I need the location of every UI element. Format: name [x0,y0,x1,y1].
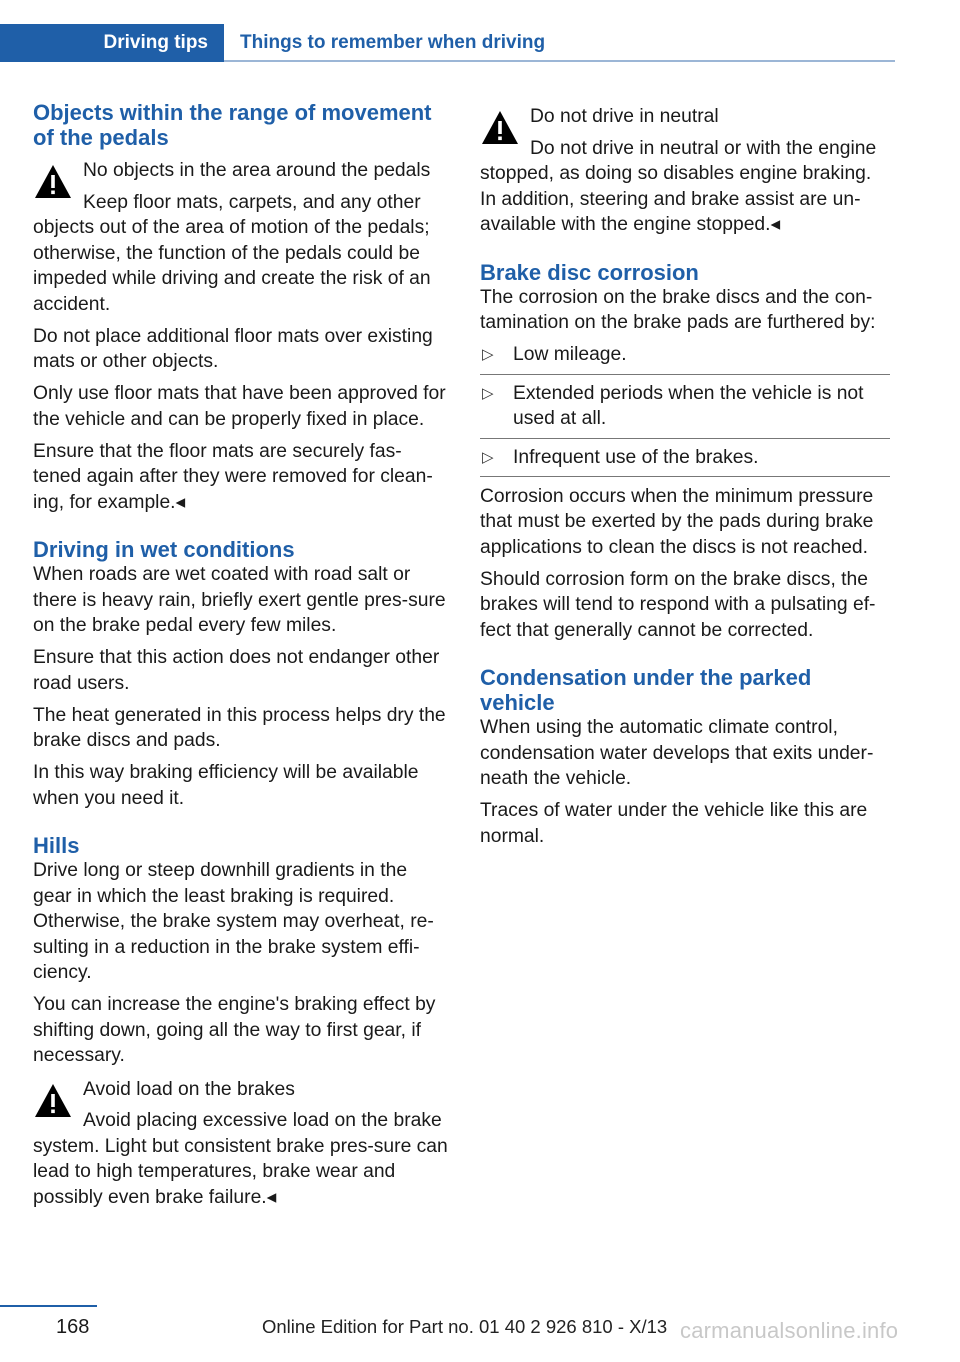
paragraph: Drive long or steep downhill gradients in the gear in which the least braking is required. Otherwise, the brake system may overheat, re-sulting in a reduction in the brake system effi-ciency. [33,860,434,983]
warning-icon [33,162,73,202]
paragraph: When using the automatic climate control, condensation water develops that exits under-neath the vehicle. [480,717,874,789]
paragraph: In this way braking efficiency will be available when you need it. [33,762,419,809]
warning-body: Do not drive in neutral or with the engine stopped, as doing so disables engine braking. In addition, steering and brake assist are un-available with the engine stopped.◂ [480,137,877,235]
page-number: 168 [56,1316,90,1338]
triangle-bullet-icon: ▷ [482,384,494,402]
edition-note: Online Edition for Part no. 01 40 2 926 810 - X/13 [262,1316,668,1337]
paragraph: Only use floor mats that have been approved for the vehicle and can be properly fixed in place. [33,383,446,430]
paragraph: Ensure that this action does not endanger other road users. [33,647,440,694]
watermark: carmanualsonline.info [680,1318,899,1343]
warning-title: No objects in the area around the pedals [83,160,431,181]
right-column [480,100,890,856]
warning-icon [480,108,520,148]
left-column [33,100,449,1217]
pedals-warning [33,158,449,317]
triangle-bullet-icon: ▷ [482,448,494,466]
warning-icon [33,1081,73,1121]
topic-tab[interactable]: Things to remember when driving [240,32,546,53]
header-divider [224,60,895,62]
condensation-heading: Condensation under the parked vehicle [480,665,812,715]
footer-divider [0,1305,97,1307]
list-item: ▷ Infrequent use of the brakes. [480,438,890,478]
corrosion-heading: Brake disc corrosion [480,259,699,285]
paragraph: Do not place additional floor mats over existing mats or other objects. [33,325,433,372]
brakes-warning [33,1077,449,1211]
paragraph: Traces of water under the vehicle like this are normal. [480,800,868,847]
warning-title: Avoid load on the brakes [83,1078,295,1100]
list-item: ▷ Low mileage. [480,342,890,374]
page-header [0,24,895,62]
paragraph: Corrosion occurs when the minimum pressure that must be exerted by the pads during brake applications to clean the discs is not reached. [480,485,874,558]
corrosion-list [480,342,890,477]
paragraph: Ensure that the floor mats are securely fas-tened again after they were removed for clean-ing, for example.◂ [33,440,433,513]
list-item: ▷ Extended periods when the vehicle is not used at all. [480,374,890,438]
paragraph: The heat generated in this process helps dry the brake discs and pads. [33,704,446,751]
warning-body: Keep floor mats, carpets, and any other objects out of the area of motion of the pedals; otherwise, the function of the pedals could be impeded while driving and create the risk of an accident. [33,191,431,315]
neutral-warning [480,104,890,238]
wet-heading: Driving in wet conditions [33,537,295,562]
warning-body: Avoid placing excessive load on the brake system. Light but consistent brake pres-sure can lead to high temperatures, brake wear and possibly even brake failure.◂ [33,1110,448,1208]
paragraph: The corrosion on the brake discs and the con-tamination on the brake pads are furthered by: [480,286,876,333]
section-tab[interactable]: Driving tips [0,24,224,62]
hills-heading: Hills [33,833,80,858]
paragraph: Should corrosion form on the brake discs, the brakes will tend to respond with a pulsating ef-fect that generally cannot be corrected. [480,568,876,641]
paragraph: You can increase the engine's braking effect by shifting down, going all the way to first gear, if necessary. [33,994,436,1066]
triangle-bullet-icon: ▷ [482,346,494,363]
pedals-heading: Objects within the range of movement of the pedals [33,100,432,150]
paragraph: When roads are wet coated with road salt or there is heavy rain, briefly exert gentle pres-sure on the brake pedal every few miles. [33,564,446,636]
warning-title: Do not drive in neutral [530,106,719,127]
